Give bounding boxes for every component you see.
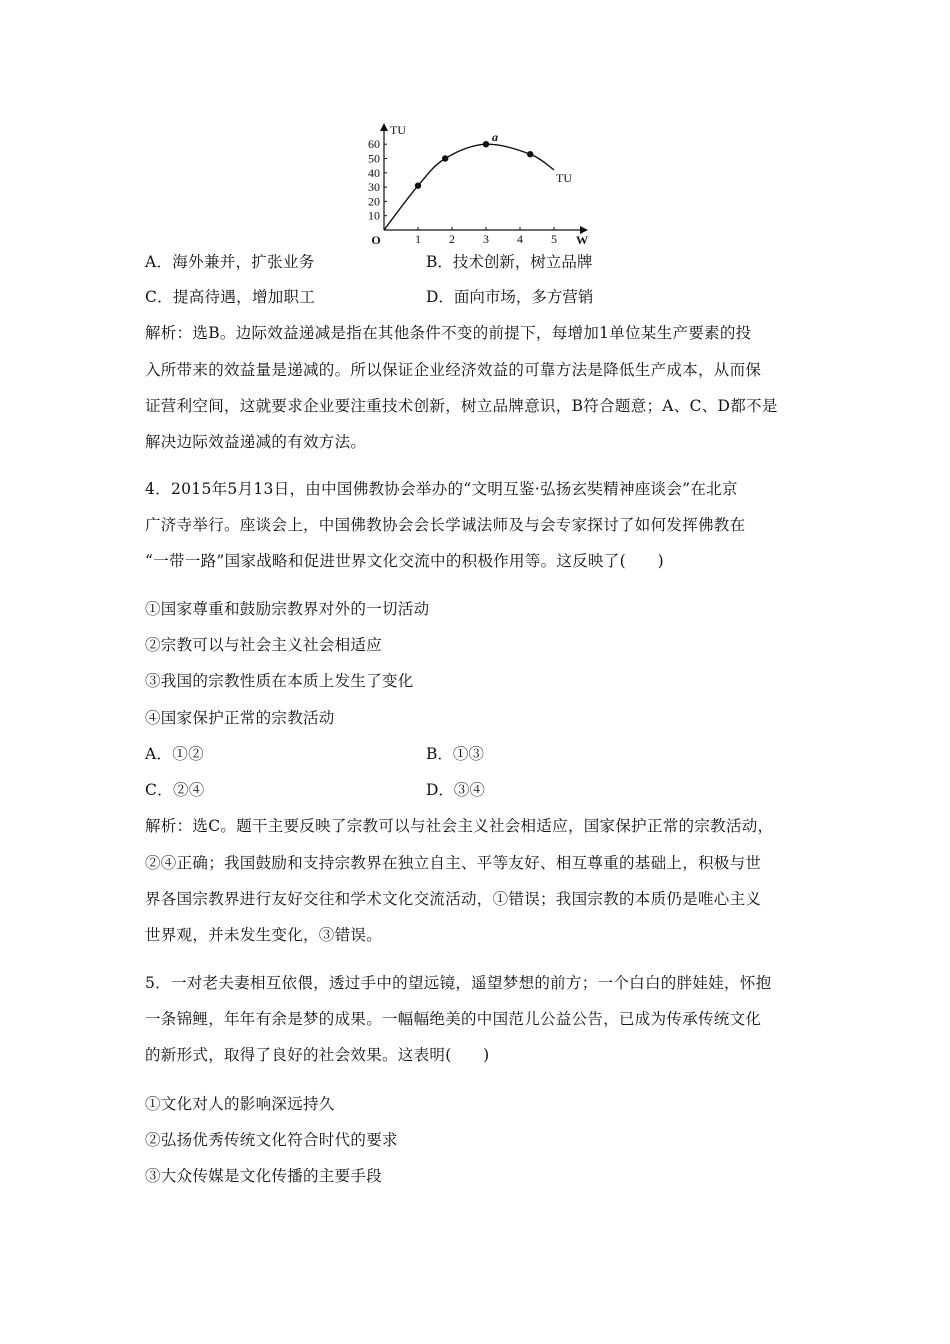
q4-option-a: A．①② bbox=[145, 745, 204, 763]
chart-labels bbox=[368, 123, 588, 247]
q4-analysis-line: 世界观，并未发生变化，③错误。 bbox=[145, 926, 383, 944]
q5-item: ③大众传媒是文化传播的主要手段 bbox=[145, 1167, 383, 1185]
tu-chart bbox=[358, 118, 594, 250]
x-axis-label: W bbox=[576, 233, 588, 247]
q3-option-c: C．提高待遇，增加职工 bbox=[145, 288, 316, 306]
y-tick-label: 50 bbox=[368, 151, 380, 166]
curve-label: TU bbox=[556, 170, 572, 185]
q3-analysis-line: 入所带来的效益量是递减的。所以保证企业经济效益的可靠方法是降低生产成本，从而保 bbox=[145, 361, 762, 379]
q4-option-c: C．②④ bbox=[145, 781, 205, 799]
y-tick-label: 40 bbox=[368, 165, 380, 180]
x-tick-label: 2 bbox=[449, 232, 455, 246]
data-point bbox=[415, 182, 421, 188]
q3-analysis-line: 解决边际效益递减的有效方法。 bbox=[145, 433, 367, 451]
q4-stem-line: 广济寺举行。座谈会上，中国佛教协会会长学诚法师及与会专家探讨了如何发挥佛教在 bbox=[145, 516, 746, 534]
tu-curve bbox=[384, 144, 554, 230]
point-label: a bbox=[492, 130, 498, 145]
q4-item: ①国家尊重和鼓励宗教界对外的一切活动 bbox=[145, 600, 430, 618]
q4-stem-line: 4．2015年5月13日，由中国佛教协会举办的“文明互鉴·弘扬玄奘精神座谈会”在北京 bbox=[145, 480, 738, 498]
data-point bbox=[442, 155, 448, 161]
data-point bbox=[527, 151, 533, 157]
q4-stem-line: “一带一路”国家战略和促进世界文化交流中的积极作用等。这反映了( ) bbox=[145, 552, 664, 570]
q5-item: ②弘扬优秀传统文化符合时代的要求 bbox=[145, 1131, 398, 1149]
q3-analysis-line: 解析：选B。边际效益递减是指在其他条件不变的前提下，每增加1单位某生产要素的投 bbox=[145, 324, 752, 342]
q3-analysis-line: 证营利空间，这就要求企业要注重技术创新，树立品牌意识，B符合题意；A、C、D都不是 bbox=[145, 397, 778, 415]
q3-option-a: A．海外兼并，扩张业务 bbox=[145, 253, 315, 271]
x-tick-label: 3 bbox=[483, 232, 489, 246]
q4-item: ③我国的宗教性质在本质上发生了变化 bbox=[145, 672, 414, 690]
x-tick-label: 4 bbox=[517, 232, 523, 246]
q4-option-b: B．①③ bbox=[426, 745, 484, 763]
q4-option-d: D．③④ bbox=[426, 781, 485, 799]
y-tick-label: 20 bbox=[368, 194, 380, 209]
y-tick-label: 30 bbox=[368, 180, 380, 195]
q5-item: ①文化对人的影响深远持久 bbox=[145, 1095, 335, 1113]
data-point bbox=[483, 141, 489, 147]
q4-analysis-line: 解析：选C。题干主要反映了宗教可以与社会主义社会相适应，国家保护正常的宗教活动， bbox=[145, 817, 774, 835]
q4-analysis-line: 界各国宗教界进行友好交往和学术文化交流活动，①错误；我国宗教的本质仍是唯心主义 bbox=[145, 890, 762, 908]
q3-option-d: D．面向市场，多方营销 bbox=[426, 288, 594, 306]
y-axis-arrow bbox=[380, 123, 388, 131]
y-axis-label: TU bbox=[390, 123, 406, 137]
x-tick-label: 1 bbox=[415, 232, 421, 246]
q3-option-b: B．技术创新，树立品牌 bbox=[426, 253, 593, 271]
q5-stem-line: 的新形式，取得了良好的社会效果。这表明( ) bbox=[145, 1046, 490, 1064]
q4-analysis-line: ②④正确；我国鼓励和支持宗教界在独立自主、平等友好、相互尊重的基础上，积极与世 bbox=[145, 854, 762, 872]
q5-stem-line: 一条锦鲤，年年有余是梦的成果。一幅幅绝美的中国范儿公益公告，已成为传承传统文化 bbox=[145, 1010, 762, 1028]
chart-points bbox=[415, 141, 534, 189]
q4-item: ④国家保护正常的宗教活动 bbox=[145, 709, 335, 727]
y-tick-label: 60 bbox=[368, 137, 380, 152]
origin-label: O bbox=[371, 233, 381, 247]
q4-item: ②宗教可以与社会主义社会相适应 bbox=[145, 636, 383, 654]
x-tick-label: 5 bbox=[551, 232, 557, 246]
y-tick-label: 10 bbox=[368, 208, 380, 223]
q5-stem-line: 5．一对老夫妻相互依偎，透过手中的望远镜，遥望梦想的前方；一个白白的胖娃娃，怀抱 bbox=[145, 974, 772, 992]
